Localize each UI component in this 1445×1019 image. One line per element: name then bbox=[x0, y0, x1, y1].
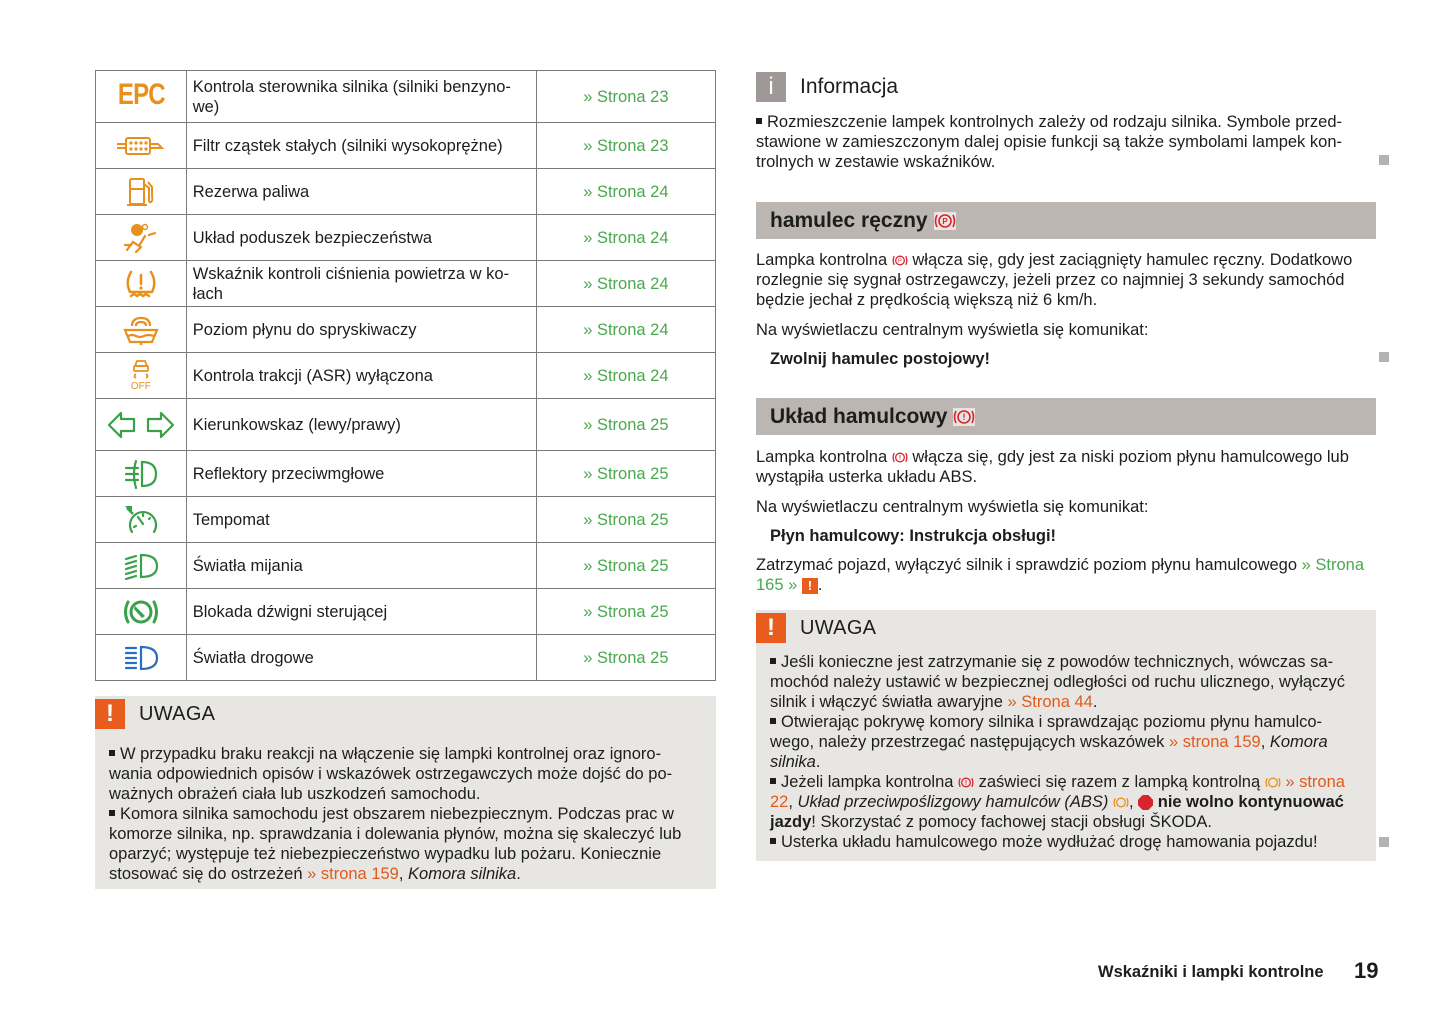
lamp-description: Układ poduszek bezpieczeństwa bbox=[186, 215, 536, 261]
display-message: Zwolnij hamulec postojowy! bbox=[770, 350, 991, 368]
icon-cell bbox=[96, 589, 187, 635]
page-link[interactable]: » strona 22 bbox=[770, 773, 1345, 811]
lamp-description: Reflektory przeciwmgłowe bbox=[186, 451, 536, 497]
icon-cell bbox=[96, 353, 187, 399]
warning-body bbox=[756, 646, 1376, 852]
table-row bbox=[96, 353, 716, 399]
warning-icon: ! bbox=[95, 699, 125, 729]
display-message-intro: Na wyświetlaczu centralnym wyświetla się komunikat: bbox=[756, 498, 1149, 516]
page-link[interactable]: » Strona 25 bbox=[536, 451, 715, 497]
page-link[interactable]: » Strona 24 bbox=[536, 353, 715, 399]
page-link[interactable]: » Strona 44 bbox=[1007, 693, 1093, 711]
icon-cell bbox=[96, 123, 187, 169]
svg-text:!: ! bbox=[898, 454, 901, 462]
abs-icon bbox=[1265, 776, 1281, 789]
table-row bbox=[96, 543, 716, 589]
traction-control-off-icon: OFF bbox=[130, 358, 152, 391]
high-beam-icon bbox=[123, 645, 159, 671]
page-link[interactable]: » Strona 24 bbox=[536, 169, 715, 215]
svg-text:!: ! bbox=[964, 779, 968, 787]
parking-brake-icon bbox=[934, 212, 956, 230]
cruise-control-icon bbox=[123, 504, 159, 536]
stop-icon bbox=[1138, 795, 1153, 810]
display-message: Płyn hamulcowy: Instrukcja obsługi! bbox=[770, 527, 1057, 545]
warning-lamps-table bbox=[95, 70, 716, 681]
page-link[interactable]: » Strona 24 bbox=[536, 215, 715, 261]
page-link[interactable]: » strona 159 bbox=[1168, 733, 1261, 751]
icon-cell bbox=[96, 307, 187, 353]
table-row bbox=[96, 589, 716, 635]
warning-item: W przypadku braku reakcji na włączenie się lampki kontrolnej oraz ignoro-wania odpowiednich opisów i wskazówek ostrzegawczych może dojść do po-ważnych obrażeń ciała lub uszkodzeń samochodu. bbox=[109, 745, 673, 803]
right-warning-box bbox=[756, 610, 1376, 861]
icon-cell bbox=[96, 215, 187, 261]
fuel-pump-icon bbox=[126, 176, 156, 208]
bullet-icon bbox=[109, 750, 115, 756]
icon-cell bbox=[96, 399, 187, 451]
table-row bbox=[96, 399, 716, 451]
section-end-mark bbox=[1379, 155, 1389, 165]
fog-light-icon bbox=[124, 458, 158, 490]
lamp-description: Kontrola trakcji (ASR) wyłączona bbox=[186, 353, 536, 399]
info-title: Informacja bbox=[800, 75, 899, 98]
page-link[interactable]: » Strona 25 bbox=[536, 497, 715, 543]
epc-icon: EPC bbox=[117, 77, 165, 111]
table-row bbox=[96, 261, 716, 307]
particle-filter-icon bbox=[116, 135, 166, 157]
low-beam-icon bbox=[123, 552, 159, 580]
washer-fluid-icon bbox=[122, 314, 160, 346]
brake-system-icon bbox=[958, 776, 974, 789]
page-link[interactable]: » Strona 24 bbox=[536, 307, 715, 353]
brake-system-icon bbox=[892, 451, 908, 464]
table-row bbox=[96, 497, 716, 543]
handbrake-description: Lampka kontrolna P włącza się, gdy jest zaciągnięty hamulec ręczny. Dodatkowo rozlegnie się sygnał ostrzegawczy, jeżeli przez co najmniej 3 sekundy samochód będzie jechał z prędkością większą niż 6 km/h. bbox=[756, 251, 1353, 309]
table-row bbox=[96, 169, 716, 215]
warning-ref-icon[interactable]: ! bbox=[802, 578, 818, 594]
page-link[interactable]: » Strona 25 bbox=[536, 589, 715, 635]
lamp-description: Tempomat bbox=[186, 497, 536, 543]
warning-body bbox=[95, 732, 716, 884]
steering-lock-icon bbox=[123, 597, 159, 627]
section-end-mark bbox=[1379, 352, 1389, 362]
lamp-description: Światła mijania bbox=[186, 543, 536, 589]
footer-section-title: Wskaźniki i lampki kontrolne bbox=[1098, 963, 1324, 981]
table-row bbox=[96, 635, 716, 681]
icon-cell bbox=[96, 451, 187, 497]
table-row bbox=[96, 451, 716, 497]
bullet-icon bbox=[770, 718, 776, 724]
parking-brake-icon bbox=[892, 254, 908, 267]
page-link[interactable]: » Strona 23 bbox=[536, 123, 715, 169]
icon-cell bbox=[96, 497, 187, 543]
page-link[interactable]: » Strona 25 bbox=[536, 399, 715, 451]
section-end-mark bbox=[1379, 837, 1389, 847]
warning-item: Usterka układu hamulcowego może wydłużać drogę hamowania pojazdu! bbox=[770, 832, 1362, 852]
lamp-description: Wskaźnik kontroli ciśnienia powietrza w ko- łach bbox=[186, 261, 536, 307]
lamp-description: Kontrola sterownika silnika (silniki benzyno- we) bbox=[186, 71, 536, 123]
svg-text:P: P bbox=[941, 216, 948, 226]
brake-system-description: Lampka kontrolna ! włącza się, gdy jest za niski poziom płynu hamulcowego lub wystąpiła usterka układu ABS. bbox=[756, 448, 1349, 486]
lamp-description: Kierunkowskaz (lewy/prawy) bbox=[186, 399, 536, 451]
tire-pressure-icon bbox=[123, 268, 159, 300]
airbag-icon bbox=[123, 223, 159, 253]
info-icon: i bbox=[756, 72, 786, 102]
page-link[interactable]: » Strona 165 » bbox=[756, 556, 1365, 594]
svg-text:P: P bbox=[897, 258, 902, 265]
table-row bbox=[96, 123, 716, 169]
page-link[interactable]: » Strona 24 bbox=[536, 261, 715, 307]
page-link[interactable]: » Strona 25 bbox=[536, 543, 715, 589]
display-message-intro: Na wyświetlaczu centralnym wyświetla się komunikat: bbox=[756, 321, 1149, 339]
bullet-icon bbox=[109, 810, 115, 816]
bullet-icon bbox=[770, 838, 776, 844]
icon-cell bbox=[96, 261, 187, 307]
page-link[interactable]: » Strona 25 bbox=[536, 635, 715, 681]
page-number: 19 bbox=[1354, 958, 1379, 983]
warning-item: Jeśli konieczne jest zatrzymanie się z powodów technicznych, wówczas sa-mochód należy ustawić w bezpiecznej odległości od ruchu ulicznego, wyłączyć silnik i włączyć światła awaryjne » Strona 44. bbox=[770, 653, 1346, 711]
warning-item: Komora silnika samochodu jest obszarem niebezpiecznym. Podczas prac w komorze silnika, np. sprawdzania i dolewania płynów, można się skaleczyć lub oparzyć; występuje też niebezpieczeństwo wypadku lub pożaru. Koniecznie stosować się do ostrzeżeń » strona 159, Komora silnika. bbox=[109, 805, 682, 883]
table-row bbox=[96, 307, 716, 353]
icon-cell bbox=[96, 635, 187, 681]
bullet-icon bbox=[770, 658, 776, 664]
table-row bbox=[96, 71, 716, 123]
lamp-description: Blokada dźwigni sterującej bbox=[186, 589, 536, 635]
icon-cell bbox=[96, 71, 187, 123]
warning-item: Otwierając pokrywę komory silnika i sprawdzając poziomu płynu hamulco-wego, należy przestrzegać następujących wskazówek » strona 159, Komora silnika. bbox=[770, 713, 1328, 771]
lamp-description: Poziom płynu do spryskiwaczy bbox=[186, 307, 536, 353]
warning-title: UWAGA bbox=[139, 702, 216, 725]
svg-text:!: ! bbox=[962, 411, 966, 422]
bullet-icon bbox=[770, 778, 776, 784]
icon-cell bbox=[96, 543, 187, 589]
turn-signal-icon bbox=[107, 410, 175, 440]
warning-title: UWAGA bbox=[800, 616, 877, 639]
info-text: Rozmieszczenie lampek kontrolnych zależy od rodzaju silnika. Symbole przed-stawione w zamieszczonym dalej opisie funkcji są także symbolami lampek kon-trolnych w zestawie wskaźników. bbox=[756, 113, 1343, 171]
brake-system-instruction: Zatrzymać pojazd, wyłączyć silnik i sprawdzić poziom płynu hamulcowego » Strona 165 » ! . bbox=[756, 556, 1365, 594]
info-header bbox=[756, 72, 898, 102]
lamp-description: Filtr cząstek stałych (silniki wysokoprężne) bbox=[186, 123, 536, 169]
lamp-description: Rezerwa paliwa bbox=[186, 169, 536, 215]
abs-icon bbox=[1113, 796, 1129, 809]
page-link[interactable]: » strona 159 bbox=[307, 865, 399, 883]
page-link[interactable]: » Strona 23 bbox=[536, 71, 715, 123]
warning-icon: ! bbox=[756, 613, 786, 643]
left-warning-box bbox=[95, 696, 716, 889]
warning-header bbox=[756, 610, 1376, 646]
lamp-description: Światła drogowe bbox=[186, 635, 536, 681]
warning-header bbox=[95, 696, 716, 732]
brake-system-icon bbox=[953, 408, 975, 426]
warning-item: Jeżeli lampka kontrolna ! zaświeci się razem z lampką kontrolną » strona 22, Układ przeciwpoślizgowy hamulców (ABS) , nie wolno kontynuować jazdy! Skorzystać z pomocy fachowej stacji obsługi ŠKODA. bbox=[770, 773, 1345, 831]
section-heading-brake-system: Układ hamulcowy ! bbox=[756, 398, 1376, 435]
icon-cell bbox=[96, 169, 187, 215]
table-row bbox=[96, 215, 716, 261]
bullet-icon bbox=[756, 118, 762, 124]
section-heading-handbrake: hamulec ręczny P bbox=[756, 202, 1376, 239]
